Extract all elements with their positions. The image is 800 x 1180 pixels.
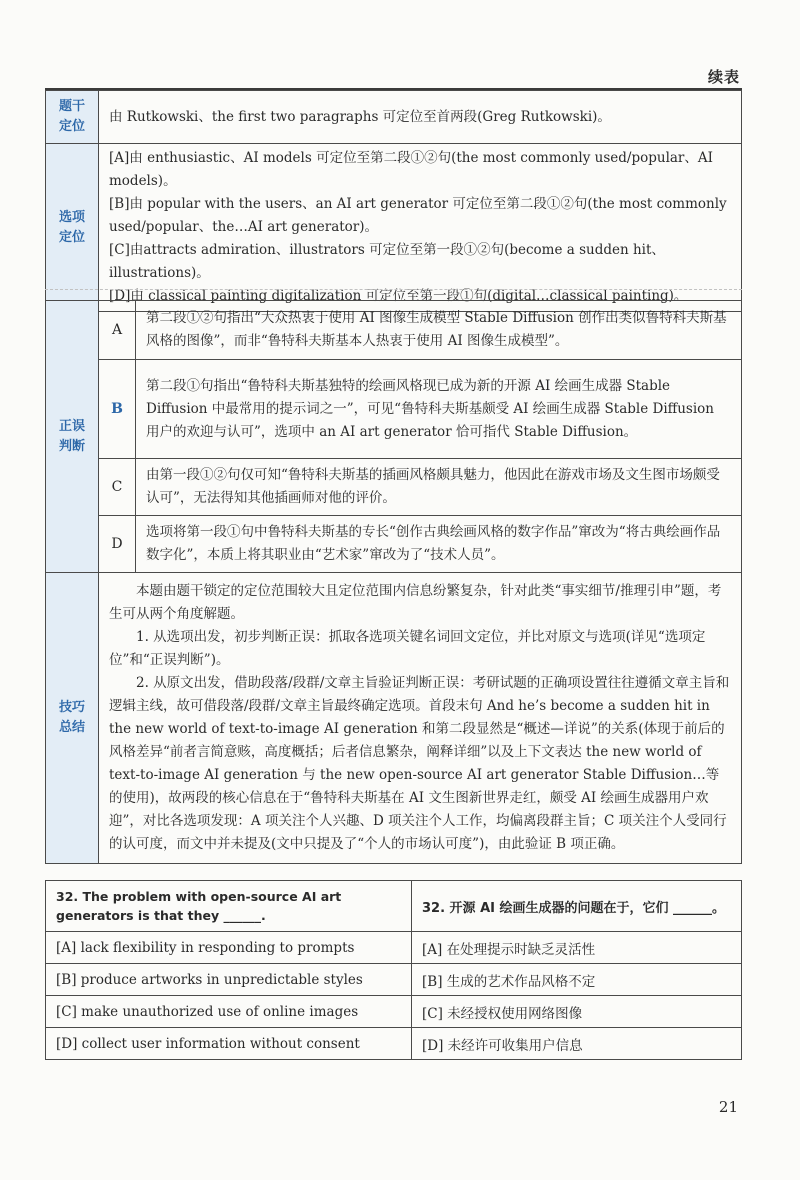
judge-text-b: 第二段①句指出“鲁特科夫斯基独特的绘画风格现已成为新的开源 AI 绘画生成器 Stable Diffusion 中最常用的提示词之一”，可见“鲁特科夫斯基颇受 AI 绘画生成器 Stable Diffusion 用户的欢迎与认可”，选项中 an AI art generator 恰可指代 Stable Diffusion。: [136, 360, 742, 459]
judge-option-a: A: [99, 301, 136, 360]
judge-row-d: [46, 516, 742, 573]
option-locating-a: [A]由 enthusiastic、AI models 可定位至第二段①②句(the most commonly used/popular、AI models)。: [109, 150, 713, 189]
judge-label: [46, 301, 99, 573]
label-line: 总结: [58, 720, 85, 735]
tips-paragraph-2: 1. 从选项出发，初步判断正误：抓取各选项关键名词回文定位，并比对原文与选项(详见“选项定位”和“正误判断”)。: [109, 629, 706, 668]
question-option-en-a: [A] lack flexibility in responding to prompts: [46, 932, 412, 964]
tips-text: [99, 573, 742, 864]
judge-text-a: 第二段①②句指出“大众热衷于使用 AI 图像生成模型 Stable Diffusion 创作出类似鲁特科夫斯基风格的图像”，而非“鲁特科夫斯基本人热衷于使用 AI 图像生成模型”。: [136, 301, 742, 360]
judge-text-d: 选项将第一段①句中鲁特科夫斯基的专长“创作古典绘画风格的数字作品”窜改为“将古典绘画作品数字化”，本质上将其职业由“艺术家”窜改为了“技术人员”。: [136, 516, 742, 573]
question-option-row: [46, 964, 742, 996]
question-option-cn-b: [B] 生成的艺术作品风格不定: [412, 964, 742, 996]
label-line: 选项: [58, 209, 85, 225]
section-divider: [45, 289, 742, 290]
tips-paragraph-3: 2. 从原文出发，借助段落/段群/文章主旨验证判断正误：考研试题的正确项设置往往遵循文章主旨和逻辑主线，故可借段落/段群/文章主旨最终确定选项。首段末句 And he’s become a sudden hit in the new world of text-to-image AI generation 和第二段显然是“概述—详说”的关系(体现于前后的风格差异“前者言简意赅，高度概括；后者信息繁杂，阐释详细”以及上下文表达 the new world of text-to-image AI generation 与 the new open-source AI art generator Stable Diffusion…等的使用)，故两段的核心信息在于“鲁特科夫斯基在 AI 文生图新世界走红，颇受 AI 绘画生成器用户欢迎”，对比各选项发现：A 项关注个人兴趣、D 项关注个人工作，均偏离段群主旨；C 项关注个人受同行的认可度，而文中并未提及(文中只提及了“个人的市场认可度”)，由此验证 B 项正确。: [109, 675, 730, 852]
question-option-cn-a: [A] 在处理提示时缺乏灵活性: [412, 932, 742, 964]
label-line: 定位: [58, 229, 85, 245]
page-header: [45, 58, 742, 90]
question-option-row: [46, 1028, 742, 1060]
judge-option-b: B: [99, 360, 136, 459]
locating-table: [45, 90, 742, 312]
question-option-en-c: [C] make unauthorized use of online images: [46, 996, 412, 1028]
stem-locating-label: [46, 91, 99, 144]
label-line: 技巧: [58, 700, 85, 715]
question-option-cn-c: [C] 未经授权使用网络图像: [412, 996, 742, 1028]
question-option-row: [46, 996, 742, 1028]
question-stem-en: 32. The problem with open-source AI art generators is that they ______.: [46, 881, 412, 932]
label-line: 定位: [58, 119, 85, 134]
option-locating-label: [46, 144, 99, 312]
continued-table-title: 续表: [707, 68, 740, 86]
stem-locating-text: 由 Rutkowski、the first two paragraphs 可定位至首两段(Greg Rutkowski)。: [99, 91, 742, 144]
stem-locating-row: [46, 91, 742, 144]
judge-row-b: [46, 360, 742, 459]
option-locating-d: [D]由 classical painting digitalization 可定位至第一段①句(digital…classical painting)。: [109, 288, 688, 304]
question-option-en-d: [D] collect user information without consent: [46, 1028, 412, 1060]
label-line: 正误: [58, 418, 85, 434]
judge-option-d: D: [99, 516, 136, 573]
question-option-row: [46, 932, 742, 964]
judge-row-c: [46, 459, 742, 516]
tips-paragraph-1: 本题由题干锁定的定位范围较大且定位范围内信息纷繁复杂，针对此类“事实细节/推理引申”题，考生可从两个角度解题。: [109, 583, 722, 622]
judge-option-c: C: [99, 459, 136, 516]
label-line: 题干: [58, 99, 85, 114]
option-locating-text: [99, 144, 742, 312]
question-table: [45, 880, 742, 1060]
option-locating-c: [C]由attracts admiration、illustrators 可定位至第一段①②句(become a sudden hit、illustrations)。: [109, 242, 665, 281]
question-option-cn-d: [D] 未经许可收集用户信息: [412, 1028, 742, 1060]
judge-text-c: 由第一段①②句仅可知“鲁特科夫斯基的插画风格颇具魅力，他因此在游戏市场及文生图市场颇受认可”，无法得知其他插画师对他的评价。: [136, 459, 742, 516]
tips-row: [46, 573, 742, 864]
option-locating-row: [46, 144, 742, 312]
option-locating-b: [B]由 popular with the users、an AI art generator 可定位至第二段①②句(the most commonly used/popular、the…AI art generator)。: [109, 196, 727, 235]
question-stem-cn: 32. 开源 AI 绘画生成器的问题在于，它们 ______。: [412, 881, 742, 932]
tips-label: [46, 573, 99, 864]
page-number: 21: [718, 1098, 738, 1116]
question-stem-row: [46, 881, 742, 932]
question-option-en-b: [B] produce artworks in unpredictable styles: [46, 964, 412, 996]
label-line: 判断: [58, 438, 85, 454]
judge-row-a: [46, 301, 742, 360]
analysis-table: [45, 300, 742, 864]
